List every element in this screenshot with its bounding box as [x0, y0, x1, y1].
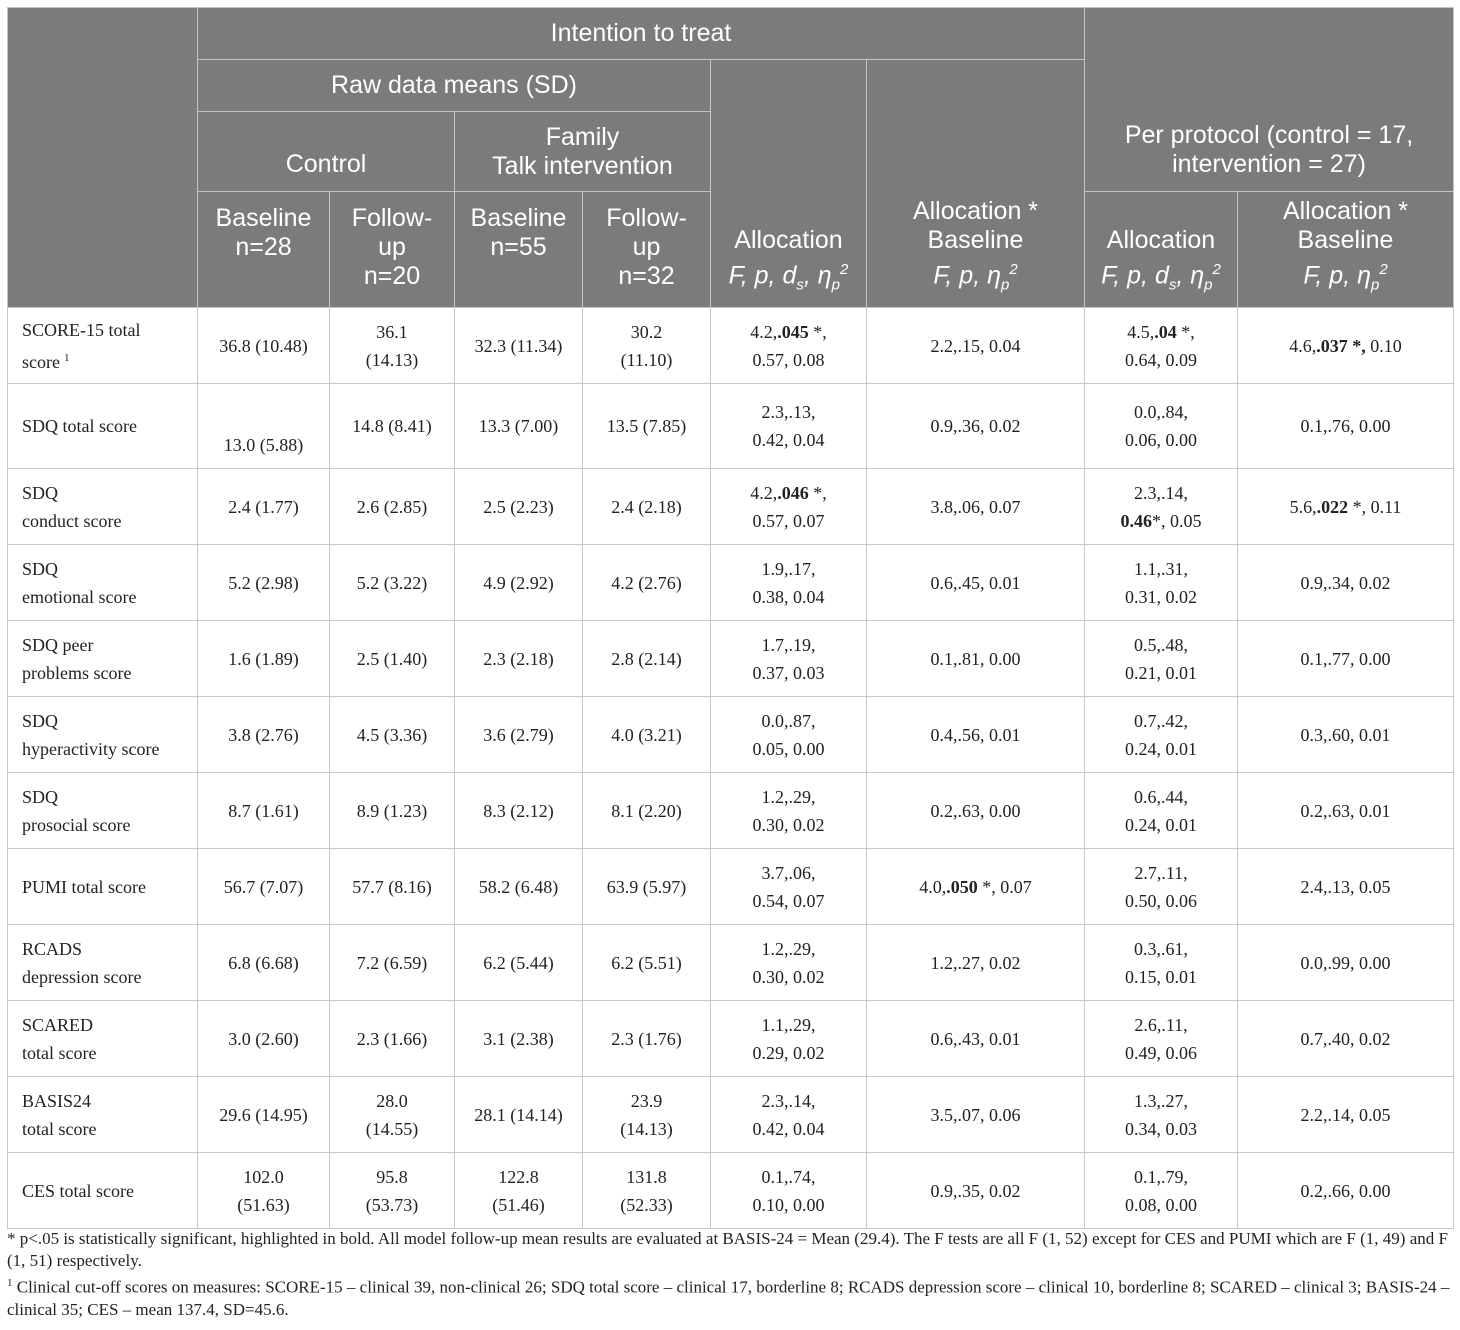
header-control: Control — [198, 112, 455, 192]
allocation-baseline-cell: 0.6,.43, 0.01 — [867, 1001, 1085, 1077]
ft-baseline-cell: 3.6 (2.79) — [455, 697, 583, 773]
allocation-baseline-cell: 0.2,.63, 0.00 — [867, 773, 1085, 849]
pp-allocation-cell: 2.6,.11, 0.49, 0.06 — [1085, 1001, 1238, 1077]
pp-allocation-cell: 0.6,.44, 0.24, 0.01 — [1085, 773, 1238, 849]
ft-baseline-cell: 28.1 (14.14) — [455, 1077, 583, 1153]
family-talk-line-2: Talk intervention — [492, 151, 673, 180]
header-pp-allocation: Allocation F, p, $d_s$, $\eta_p^2$ — [1085, 192, 1238, 308]
table-header — [8, 8, 1454, 308]
ft-followup-cell: 30.2 (11.10) — [583, 308, 711, 384]
table-row — [8, 925, 1454, 1001]
header-ft-followup: Follow- up n=32 — [583, 192, 711, 308]
measure-label: SCARED total score — [8, 1001, 198, 1077]
pp-allocation-baseline-cell: 0.7,.40, 0.02 — [1238, 1001, 1454, 1077]
control-baseline-cell: 13.0 (5.88) — [198, 384, 330, 469]
allocation-baseline-cell: 3.5,.07, 0.06 — [867, 1077, 1085, 1153]
pp-allocation-cell: 2.7,.11, 0.50, 0.06 — [1085, 849, 1238, 925]
control-followup-cell: 2.6 (2.85) — [330, 469, 455, 545]
per-protocol-line-1: Per protocol (control = 17, — [1124, 120, 1414, 149]
table-row — [8, 621, 1454, 697]
measure-label: CES total score — [8, 1153, 198, 1229]
pp-allocation-cell: 0.3,.61, 0.15, 0.01 — [1085, 925, 1238, 1001]
allocation-cell: 1.9,.17, 0.38, 0.04 — [711, 545, 867, 621]
table-row — [8, 1153, 1454, 1229]
control-followup-cell: 5.2 (3.22) — [330, 545, 455, 621]
measure-label: PUMI total score — [8, 849, 198, 925]
ft-followup-cell: 13.5 (7.85) — [583, 384, 711, 469]
pp-allocation-baseline-cell: 0.1,.77, 0.00 — [1238, 621, 1454, 697]
ft-followup-cell: 6.2 (5.51) — [583, 925, 711, 1001]
control-baseline-cell: 1.6 (1.89) — [198, 621, 330, 697]
header-itt: Intention to treat — [198, 8, 1085, 60]
ft-baseline-cell: 2.3 (2.18) — [455, 621, 583, 697]
control-baseline-cell: 6.8 (6.68) — [198, 925, 330, 1001]
pp-allocation-baseline-cell: 2.4,.13, 0.05 — [1238, 849, 1454, 925]
header-allocation-baseline — [867, 60, 1085, 308]
control-baseline-cell: 36.8 (10.48) — [198, 308, 330, 384]
control-followup-cell: 2.5 (1.40) — [330, 621, 455, 697]
control-followup-cell: 14.8 (8.41) — [330, 384, 455, 469]
allocation-baseline-cell: 0.9,.35, 0.02 — [867, 1153, 1085, 1229]
measure-label: RCADS depression score — [8, 925, 198, 1001]
pp-allocation-cell: 0.5,.48, 0.21, 0.01 — [1085, 621, 1238, 697]
ft-baseline-cell: 58.2 (6.48) — [455, 849, 583, 925]
allocation-label: Allocation — [734, 225, 843, 254]
measure-label: SDQ emotional score — [8, 545, 198, 621]
pp-allocation-cell: 0.7,.42, 0.24, 0.01 — [1085, 697, 1238, 773]
table-body — [8, 308, 1454, 1229]
control-baseline-cell: 56.7 (7.07) — [198, 849, 330, 925]
results-table-container — [7, 7, 1453, 1229]
allocation-cell: 0.0,.87, 0.05, 0.00 — [711, 697, 867, 773]
allocation-baseline-cell: 0.4,.56, 0.01 — [867, 697, 1085, 773]
pp-allocation-baseline-cell: 0.0,.99, 0.00 — [1238, 925, 1454, 1001]
results-table — [7, 7, 1454, 1229]
ft-baseline-cell: 13.3 (7.00) — [455, 384, 583, 469]
allocation-baseline-cell: 4.0,.050 *, 0.07 — [867, 849, 1085, 925]
control-followup-cell: 7.2 (6.59) — [330, 925, 455, 1001]
pp-allocation-cell: 1.1,.31, 0.31, 0.02 — [1085, 545, 1238, 621]
ft-followup-cell: 2.3 (1.76) — [583, 1001, 711, 1077]
measure-label: SCORE-15 total score $^1$ — [8, 308, 198, 384]
ft-followup-cell: 2.8 (2.14) — [583, 621, 711, 697]
pp-allocation-baseline-cell: 0.9,.34, 0.02 — [1238, 545, 1454, 621]
allocation-cell: 3.7,.06, 0.54, 0.07 — [711, 849, 867, 925]
measure-label: SDQ hyperactivity score — [8, 697, 198, 773]
table-row — [8, 849, 1454, 925]
control-followup-cell: 2.3 (1.66) — [330, 1001, 455, 1077]
table-row — [8, 469, 1454, 545]
ft-followup-cell: 63.9 (5.97) — [583, 849, 711, 925]
allocation-cell: 4.2,.045 *, 0.57, 0.08 — [711, 308, 867, 384]
control-followup-cell: 4.5 (3.36) — [330, 697, 455, 773]
control-baseline-cell: 5.2 (2.98) — [198, 545, 330, 621]
pp-allocation-baseline-cell: 0.3,.60, 0.01 — [1238, 697, 1454, 773]
alloc-baseline-label-2: Baseline — [927, 225, 1024, 254]
pp-allocation-baseline-cell: 4.6,.037 *, 0.10 — [1238, 308, 1454, 384]
control-followup-cell: 36.1 (14.13) — [330, 308, 455, 384]
footnotes — [7, 1228, 1453, 1321]
ft-followup-cell: 131.8 (52.33) — [583, 1153, 711, 1229]
ft-followup-cell: 4.2 (2.76) — [583, 545, 711, 621]
allocation-cell: 1.7,.19, 0.37, 0.03 — [711, 621, 867, 697]
allocation-baseline-cell: 0.6,.45, 0.01 — [867, 545, 1085, 621]
control-followup-cell: 95.8 (53.73) — [330, 1153, 455, 1229]
allocation-cell: 1.2,.29, 0.30, 0.02 — [711, 925, 867, 1001]
ft-baseline-cell: 122.8 (51.46) — [455, 1153, 583, 1229]
control-baseline-cell: 29.6 (14.95) — [198, 1077, 330, 1153]
per-protocol-line-2: intervention = 27) — [1172, 149, 1366, 178]
pp-allocation-baseline-cell: 5.6,.022 *, 0.11 — [1238, 469, 1454, 545]
pp-allocation-baseline-cell: 0.1,.76, 0.00 — [1238, 384, 1454, 469]
allocation-cell: 0.1,.74, 0.10, 0.00 — [711, 1153, 867, 1229]
footnote-cutoffs: $^1$ Clinical cut-off scores on measures: SCORE-15 – clinical 39, non-clinical 26; SDQ total score – clinical 17, borderline 8; RCADS depression score – clinical 10, borderline 8; SCARED – clinical 3; BASIS-24 – clinical 35; CES – mean 137.4, SD=45.6. — [7, 1277, 1450, 1319]
measure-label: SDQ conduct score — [8, 469, 198, 545]
header-pp-allocation-baseline: Allocation * Baseline F, p, $\eta_p^2$ — [1238, 192, 1454, 308]
allocation-stats: F, p, $d_s$, $\eta_p^2$ — [728, 260, 849, 293]
measure-label: SDQ prosocial score — [8, 773, 198, 849]
control-followup-cell: 28.0 (14.55) — [330, 1077, 455, 1153]
allocation-cell: 2.3,.14, 0.42, 0.04 — [711, 1077, 867, 1153]
table-row — [8, 773, 1454, 849]
pp-allocation-baseline-cell: 0.2,.63, 0.01 — [1238, 773, 1454, 849]
table-row — [8, 384, 1454, 469]
table-row — [8, 545, 1454, 621]
pp-allocation-cell: 4.5,.04 *, 0.64, 0.09 — [1085, 308, 1238, 384]
measure-label: BASIS24 total score — [8, 1077, 198, 1153]
ft-baseline-cell: 2.5 (2.23) — [455, 469, 583, 545]
control-baseline-cell: 2.4 (1.77) — [198, 469, 330, 545]
ft-followup-cell: 8.1 (2.20) — [583, 773, 711, 849]
allocation-baseline-cell: 1.2,.27, 0.02 — [867, 925, 1085, 1001]
header-ft-baseline: Baseline n=55 — [455, 192, 583, 308]
alloc-baseline-stats: F, p, $\eta_p^2$ — [933, 260, 1018, 293]
ft-baseline-cell: 6.2 (5.44) — [455, 925, 583, 1001]
pp-allocation-cell: 2.3,.14, 0.46*, 0.05 — [1085, 469, 1238, 545]
control-followup-cell: 57.7 (8.16) — [330, 849, 455, 925]
ft-baseline-cell: 32.3 (11.34) — [455, 308, 583, 384]
control-baseline-cell: 102.0 (51.63) — [198, 1153, 330, 1229]
pp-allocation-cell: 0.0,.84, 0.06, 0.00 — [1085, 384, 1238, 469]
pp-allocation-cell: 1.3,.27, 0.34, 0.03 — [1085, 1077, 1238, 1153]
measure-label: SDQ peer problems score — [8, 621, 198, 697]
table-row — [8, 308, 1454, 384]
control-followup-cell: 8.9 (1.23) — [330, 773, 455, 849]
pp-allocation-cell: 0.1,.79, 0.08, 0.00 — [1085, 1153, 1238, 1229]
ft-followup-cell: 23.9 (14.13) — [583, 1077, 711, 1153]
header-corner — [8, 8, 198, 308]
table-row — [8, 1001, 1454, 1077]
table-row — [8, 697, 1454, 773]
ft-followup-cell: 4.0 (3.21) — [583, 697, 711, 773]
pp-allocation-baseline-cell: 0.2,.66, 0.00 — [1238, 1153, 1454, 1229]
allocation-baseline-cell: 3.8,.06, 0.07 — [867, 469, 1085, 545]
ft-baseline-cell: 8.3 (2.12) — [455, 773, 583, 849]
footnote-significance: * p<.05 is statistically significant, highlighted in bold. All model follow-up mean results are evaluated at BASIS-24 = Mean (29.4). The F tests are all F (1, 52) except for CES and PUMI which are F (1, 49) and F (1, 51) respectively. — [7, 1229, 1448, 1270]
allocation-baseline-cell: 0.9,.36, 0.02 — [867, 384, 1085, 469]
alloc-baseline-label-1: Allocation * — [912, 196, 1039, 225]
header-per-protocol — [1085, 8, 1454, 192]
measure-label: SDQ total score — [8, 384, 198, 469]
control-baseline-cell: 3.0 (2.60) — [198, 1001, 330, 1077]
ft-baseline-cell: 3.1 (2.38) — [455, 1001, 583, 1077]
header-allocation — [711, 60, 867, 308]
allocation-baseline-cell: 0.1,.81, 0.00 — [867, 621, 1085, 697]
allocation-baseline-cell: 2.2,.15, 0.04 — [867, 308, 1085, 384]
allocation-cell: 1.1,.29, 0.29, 0.02 — [711, 1001, 867, 1077]
table-row — [8, 1077, 1454, 1153]
header-control-baseline: Baseline n=28 — [198, 192, 330, 308]
header-raw-means: Raw data means (SD) — [198, 60, 711, 112]
family-talk-line-1: Family — [545, 122, 620, 151]
header-control-followup: Follow- up n=20 — [330, 192, 455, 308]
header-family-talk — [455, 112, 711, 192]
pp-allocation-baseline-cell: 2.2,.14, 0.05 — [1238, 1077, 1454, 1153]
allocation-cell: 2.3,.13, 0.42, 0.04 — [711, 384, 867, 469]
allocation-cell: 1.2,.29, 0.30, 0.02 — [711, 773, 867, 849]
ft-baseline-cell: 4.9 (2.92) — [455, 545, 583, 621]
control-baseline-cell: 8.7 (1.61) — [198, 773, 330, 849]
allocation-cell: 4.2,.046 *, 0.57, 0.07 — [711, 469, 867, 545]
control-baseline-cell: 3.8 (2.76) — [198, 697, 330, 773]
ft-followup-cell: 2.4 (2.18) — [583, 469, 711, 545]
